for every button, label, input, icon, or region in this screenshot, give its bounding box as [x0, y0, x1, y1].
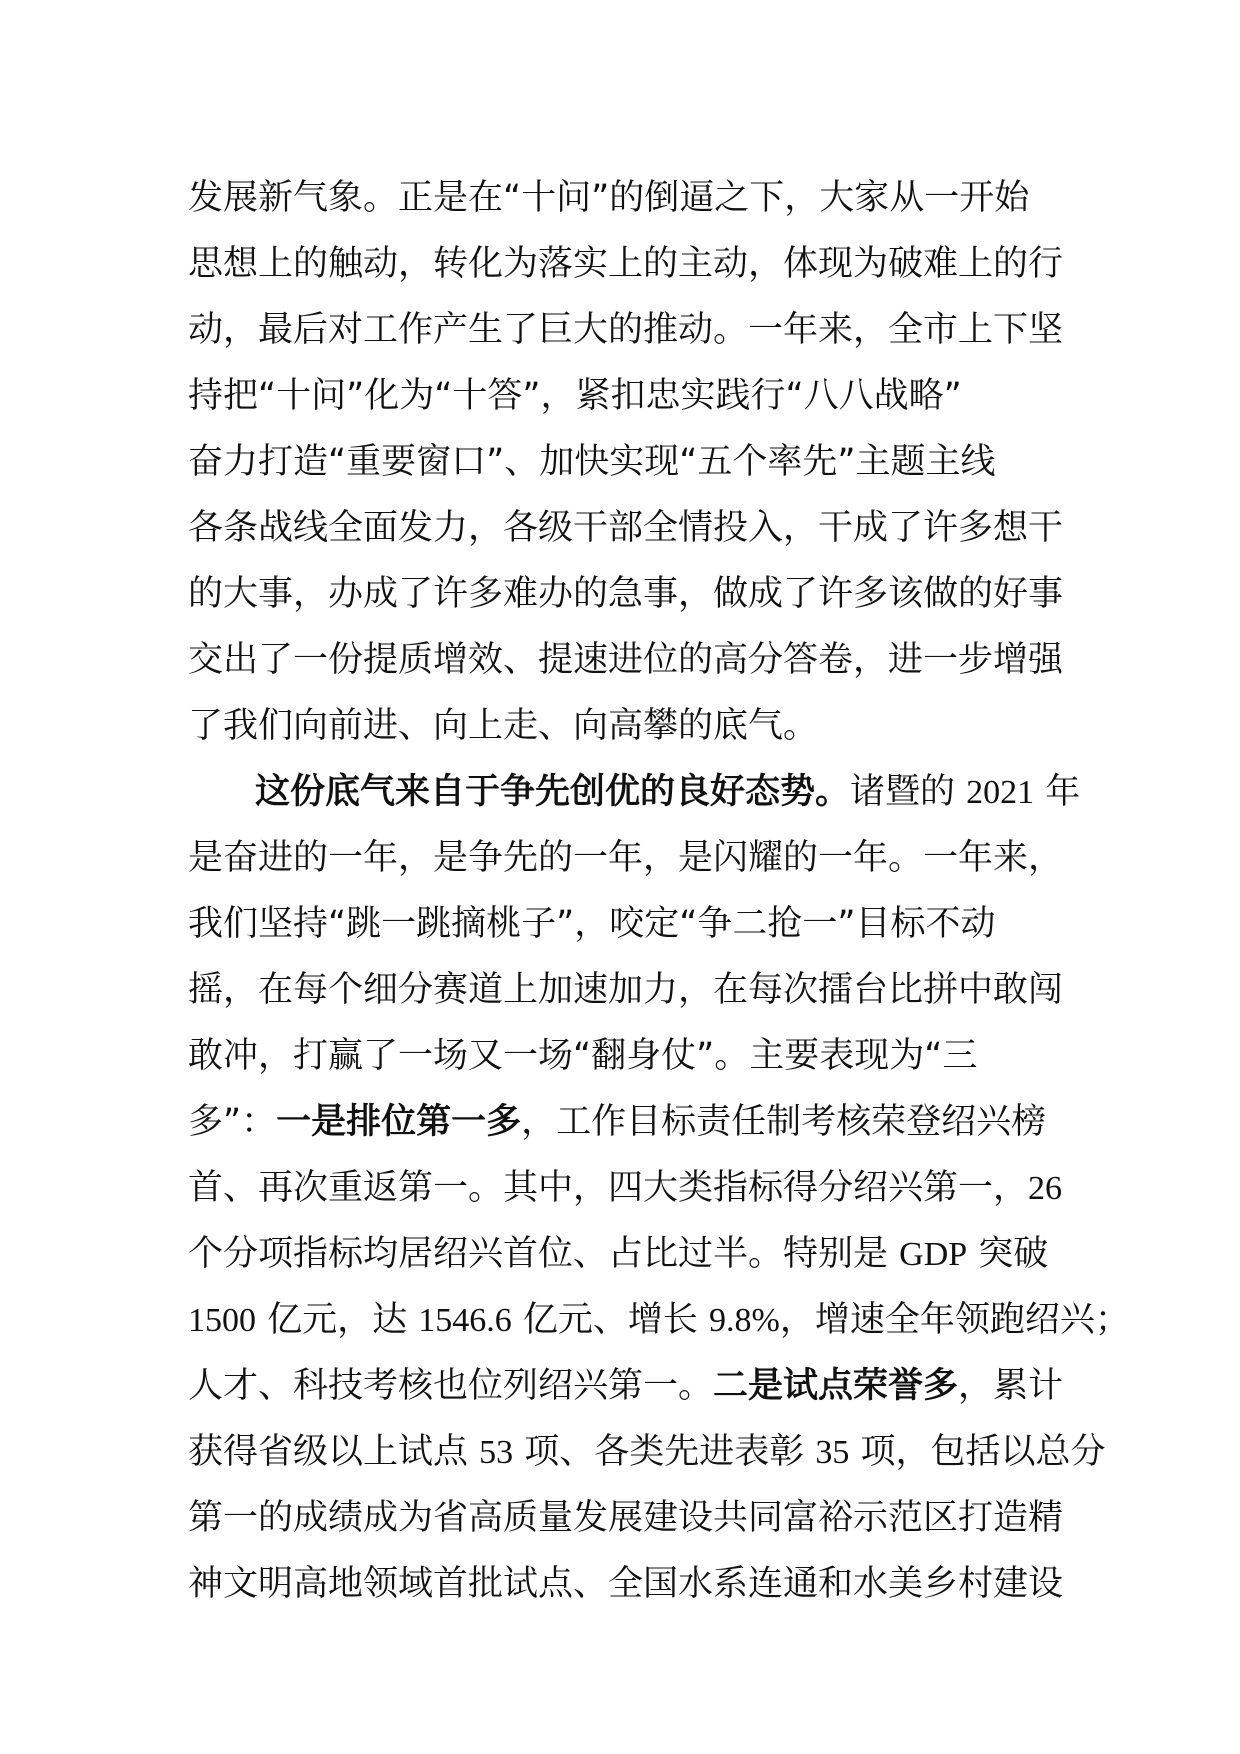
text-span: 神文明高地领域首批试点、全国水系连通和水美乡村建设	[188, 1564, 1064, 1604]
text-line	[188, 1221, 1088, 1287]
text-span: 首、再次重返第一。其中，四大类指标得分绍兴第一，	[188, 1168, 1029, 1208]
text-span: 项，包括以总分	[849, 1432, 1106, 1472]
text-span: 亿元、增长	[511, 1300, 710, 1340]
bold-text: 二是试点荣誉多	[713, 1366, 959, 1406]
text-line	[188, 429, 1088, 495]
text-span: 亿元，达	[256, 1300, 419, 1340]
number-text: 1546.6	[418, 1302, 512, 1339]
text-line	[188, 1155, 1088, 1221]
bold-text: 这份底气来自于争先创优的良好态势。	[255, 772, 851, 812]
text-span: 了我们向前进、向上走、向高攀的底气。	[188, 706, 819, 746]
text-line	[188, 1419, 1106, 1485]
text-span: 交出了一份提质增效、提速进位的高分答卷，进一步增强	[188, 640, 1064, 680]
text-line	[188, 363, 1088, 429]
text-span: 是奋进的一年，是争先的一年，是闪耀的一年。一年来，	[188, 838, 1064, 878]
text-span: 奋力打造“重要窗口”、加快实现“五个率先”主题主线	[188, 442, 996, 482]
text-line	[188, 693, 1088, 759]
text-line	[188, 1287, 1130, 1353]
number-text: GDP	[899, 1236, 968, 1273]
number-text: 1500	[188, 1302, 256, 1339]
text-line	[188, 825, 1088, 891]
text-span: 年	[1034, 772, 1081, 812]
text-line	[188, 627, 1088, 693]
number-text: 2021	[966, 774, 1035, 811]
text-span: 突破	[967, 1234, 1049, 1274]
text-line	[188, 561, 1088, 627]
text-line	[188, 891, 1088, 957]
text-line	[188, 1353, 1088, 1419]
text-span: 个分项指标均居绍兴首位、占比过半。特别是	[188, 1234, 900, 1274]
text-line	[188, 1089, 1088, 1155]
text-span: 思想上的触动，转化为落实上的主动，体现为破难上的行	[188, 244, 1064, 284]
text-span: 敢冲，打赢了一场又一场“翻身仗”。主要表现为“三	[188, 1036, 978, 1076]
text-span: 动，最后对工作产生了巨大的推动。一年来，全市上下坚	[188, 310, 1064, 350]
number-text: 53	[479, 1434, 514, 1471]
text-span: 诸暨的	[850, 772, 967, 812]
text-span: 摇，在每个细分赛道上加速加力，在每次擂台比拼中敢闯	[188, 970, 1064, 1010]
number-text: 35	[815, 1434, 850, 1471]
body-text	[188, 165, 1130, 1617]
text-span: 人才、科技考核也位列绍兴第一。	[188, 1366, 714, 1406]
text-line	[188, 165, 1088, 231]
text-line	[188, 957, 1088, 1023]
text-line	[188, 495, 1088, 561]
text-span: 项、各类先进表彰	[513, 1432, 816, 1472]
text-span: ，累计	[958, 1366, 1064, 1406]
number-text: 26	[1028, 1170, 1063, 1207]
number-text: 9.8%	[709, 1302, 780, 1339]
text-line	[188, 759, 1088, 825]
text-span: ，增速全年领跑绍兴；	[779, 1300, 1130, 1340]
text-span: 获得省级以上试点	[188, 1432, 480, 1472]
text-span: 第一的成绩成为省高质量发展建设共同富裕示范区打造精	[188, 1498, 1064, 1538]
text-span: 持把“十问”化为“十答”，紧扣忠实践行“八八战略”	[188, 376, 962, 416]
text-span: 的大事，办成了许多难办的急事，做成了许多该做的好事	[188, 574, 1064, 614]
text-span: 多”：	[188, 1102, 277, 1142]
text-line	[188, 1023, 1088, 1089]
text-span: ，工作目标责任制考核荣登绍兴榜	[521, 1102, 1047, 1142]
text-span: 各条战线全面发力，各级干部全情投入，干成了许多想干	[188, 508, 1064, 548]
text-line	[188, 297, 1088, 363]
text-span: 发展新气象。正是在“十问”的倒逼之下，大家从一开始	[188, 178, 1030, 218]
text-span: 我们坚持“跳一跳摘桃子”，咬定“争二抢一”目标不动	[188, 904, 996, 944]
bold-text: 一是排位第一多	[276, 1102, 522, 1142]
text-line	[188, 1485, 1088, 1551]
text-line	[188, 231, 1088, 297]
text-line	[188, 1551, 1088, 1617]
